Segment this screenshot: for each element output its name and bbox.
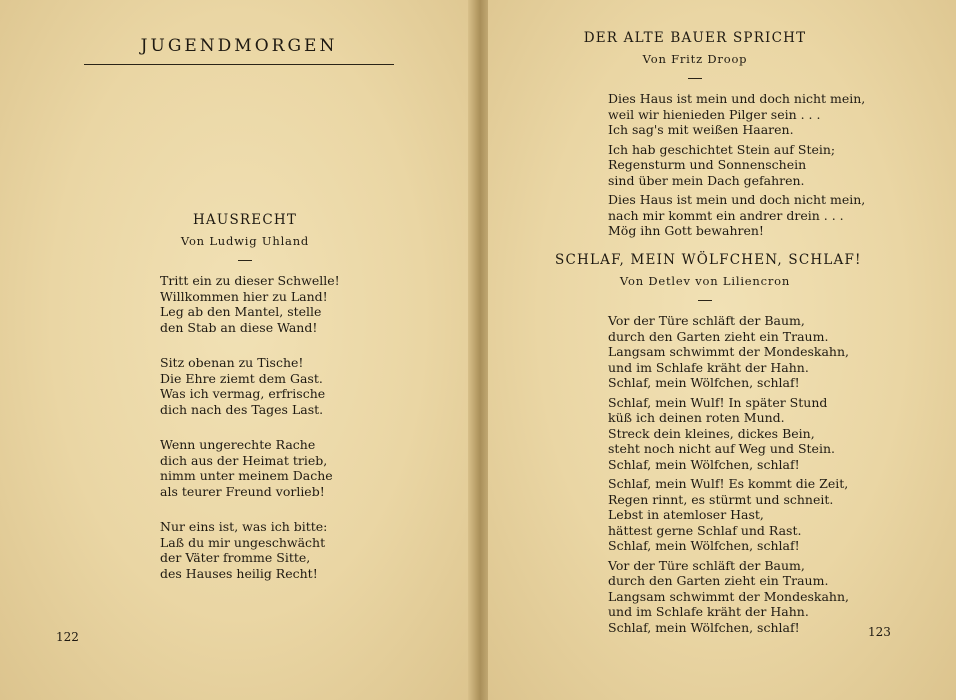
title-dash xyxy=(688,78,702,79)
poem-line: Was ich vermag, erfrische xyxy=(160,386,326,401)
poem-line: den Stab an diese Wand! xyxy=(160,319,318,335)
poem-der-alte-bauer xyxy=(583,30,866,243)
poem-title: SCHLAF, MEIN WÖLFCHEN, SCHLAF! xyxy=(555,252,862,268)
poem-line: Vor der Türe schläft der Baum, xyxy=(608,557,805,573)
poem-line: des Hauses heilig Recht! xyxy=(160,565,318,581)
poem-body xyxy=(608,91,866,239)
poem-line: dich nach des Tages Last. xyxy=(160,401,324,417)
poem-line: Tritt ein zu dieser Schwelle! xyxy=(160,273,340,288)
poem-line: hättest gerne Schlaf und Rast. xyxy=(608,522,802,538)
stanza xyxy=(160,355,340,417)
poem-author: Von Fritz Droop xyxy=(642,52,748,66)
poem-line: Schlaf, mein Wulf! Es kommt die Zeit, xyxy=(608,476,849,491)
poem-line: nach mir kommt ein andrer drein . . . xyxy=(608,207,844,223)
poem-line: und im Schlafe kräht der Hahn. xyxy=(608,359,809,375)
poem-line: Schlaf, mein Wölfchen, schlaf! xyxy=(608,538,800,553)
poem-line: Willkommen hier zu Land! xyxy=(160,288,328,304)
poem-line: weil wir hienieden Pilger sein . . . xyxy=(608,106,821,122)
stanza xyxy=(608,476,855,554)
poem-line: Lebst in atemloser Hast, xyxy=(608,507,764,522)
poem-line: Die Ehre ziemt dem Gast. xyxy=(160,370,323,386)
title-dash xyxy=(238,260,252,261)
poem-line: Ich hab geschichtet Stein auf Stein; xyxy=(608,141,836,157)
page-number: 122 xyxy=(56,630,79,644)
poem-line: Wenn ungerechte Rache xyxy=(160,437,316,452)
poem-title: DER ALTE BAUER SPRICHT xyxy=(583,30,807,46)
header-rule xyxy=(84,64,394,65)
poem-line: Schlaf, mein Wölfchen, schlaf! xyxy=(608,619,800,635)
poem-line: Schlaf, mein Wulf! In später Stund xyxy=(608,394,828,410)
poem-line: Nur eins ist, was ich bitte: xyxy=(160,519,328,534)
book-gutter xyxy=(468,0,490,700)
running-head: JUGENDMORGEN xyxy=(140,36,338,56)
poem-line: Regen rinnt, es stürmt und schneit. xyxy=(608,491,834,507)
poem-line: durch den Garten zieht ein Traum. xyxy=(608,328,829,344)
poem-line: Regensturm und Sonnenschein xyxy=(608,157,807,172)
poem-line: Langsam schwimmt der Mondeskahn, xyxy=(608,588,850,604)
stanza xyxy=(608,91,866,138)
poem-schlaf-mein-woelfchen xyxy=(555,252,862,639)
poem-body xyxy=(160,273,340,581)
poem-line: sind über mein Dach gefahren. xyxy=(608,172,805,188)
poem-hausrecht xyxy=(160,212,340,601)
poem-line: Dies Haus ist mein und doch nicht mein, xyxy=(608,192,866,207)
left-page xyxy=(0,0,476,700)
stanza xyxy=(608,313,855,391)
stanza xyxy=(160,437,340,499)
poem-line: durch den Garten zieht ein Traum. xyxy=(608,573,829,588)
poem-line: steht noch nicht auf Weg und Stein. xyxy=(608,441,835,456)
poem-line: Schlaf, mein Wölfchen, schlaf! xyxy=(608,375,800,390)
poem-line: Langsam schwimmt der Mondeskahn, xyxy=(608,344,850,359)
poem-line: küß ich deinen roten Mund. xyxy=(608,410,785,425)
poem-line: und im Schlafe kräht der Hahn. xyxy=(608,604,809,619)
stanza xyxy=(608,142,845,189)
poem-title: HAUSRECHT xyxy=(192,212,298,228)
stanza xyxy=(608,192,866,239)
poem-line: nimm unter meinem Dache xyxy=(160,468,333,483)
poem-line: Streck dein kleines, dickes Bein, xyxy=(608,425,815,441)
poem-line: Dies Haus ist mein und doch nicht mein, xyxy=(608,91,866,106)
poem-line: Laß du mir ungeschwächt xyxy=(160,534,326,550)
poem-author: Von Ludwig Uhland xyxy=(180,234,310,248)
stanza xyxy=(608,395,855,473)
poem-line: Mög ihn Gott bewahren! xyxy=(608,223,764,238)
poem-line: der Väter fromme Sitte, xyxy=(160,550,311,565)
poem-line: Vor der Türe schläft der Baum, xyxy=(608,313,805,328)
poem-line: dich aus der Heimat trieb, xyxy=(160,452,328,468)
poem-line: Ich sag's mit weißen Haaren. xyxy=(608,122,794,137)
stanza xyxy=(160,519,340,581)
poem-line: Schlaf, mein Wölfchen, schlaf! xyxy=(608,456,800,472)
stanza xyxy=(608,558,855,636)
poem-body xyxy=(608,313,855,635)
poem-line: Leg ab den Mantel, stelle xyxy=(160,304,322,319)
title-dash xyxy=(698,300,712,301)
page-number: 123 xyxy=(868,625,891,639)
poem-line: als teurer Freund vorlieb! xyxy=(160,483,325,499)
stanza xyxy=(160,273,340,335)
poem-line: Sitz obenan zu Tische! xyxy=(160,355,304,370)
poem-author: Von Detlev von Liliencron xyxy=(619,274,791,288)
